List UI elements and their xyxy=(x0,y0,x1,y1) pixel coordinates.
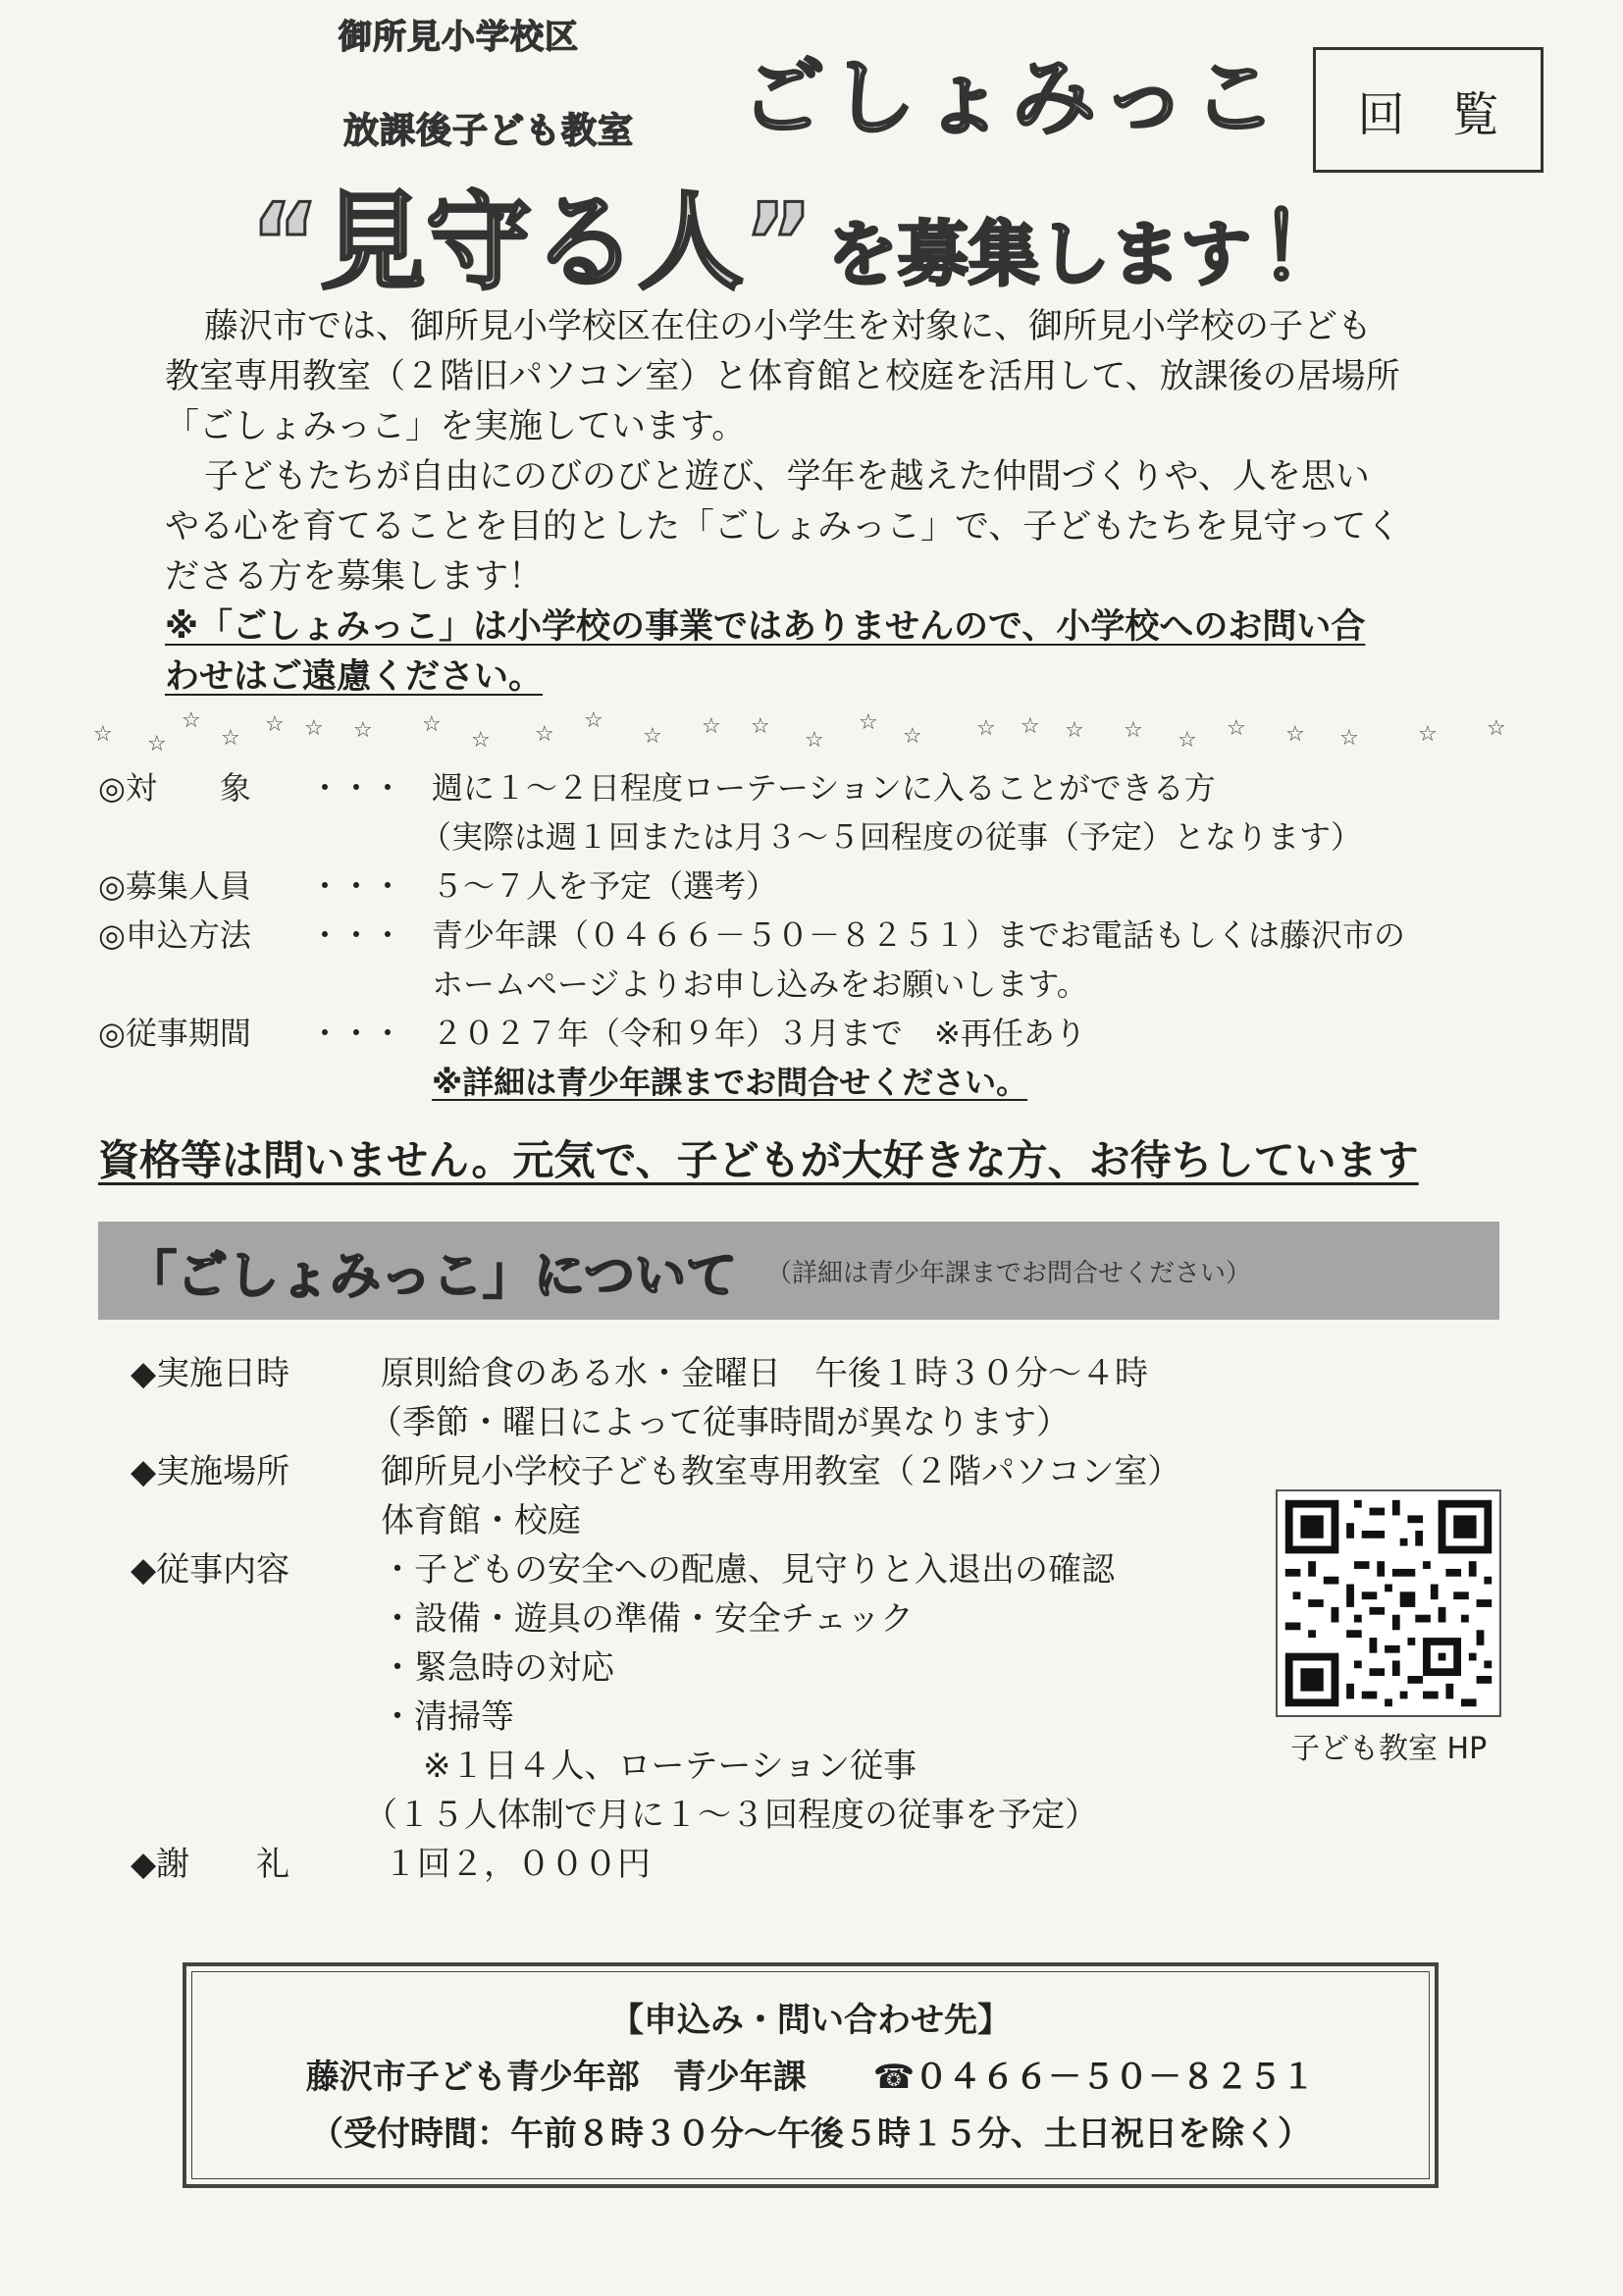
headline xyxy=(250,157,1349,309)
star-icon: ☆ xyxy=(805,728,824,753)
star-icon: ☆ xyxy=(1124,718,1143,743)
qr-caption: 子ども教室 HP xyxy=(1290,1732,1488,1766)
star-icon: ☆ xyxy=(422,712,442,737)
star-icon: ☆ xyxy=(1487,716,1506,741)
intro-line: 教室専用教室（２階旧パソコン室）と体育館と校庭を活用して、放課後の居場所 xyxy=(165,357,1400,396)
star-icon: ☆ xyxy=(304,716,324,741)
qr-code-graphic xyxy=(1278,1491,1499,1715)
star-icon: ☆ xyxy=(903,724,922,749)
intro-line: 藤沢市では、御所見小学校区在住の小学生を対象に、御所見小学校の子ども xyxy=(204,307,1373,346)
star-icon: ☆ xyxy=(1418,722,1438,747)
contact-org: 藤沢市子ども青少年部 青少年課 ☎０４６６－５０－８２５１ xyxy=(305,2058,1316,2097)
intro-line: 子どもたちが自由にのびのびと遊び、学年を越えた仲間づくりや、人を思い xyxy=(204,457,1370,496)
contact-inner xyxy=(191,1971,1430,2179)
star-icon: ☆ xyxy=(265,712,285,737)
star-icon: ☆ xyxy=(471,728,491,753)
star-icon: ☆ xyxy=(353,718,373,743)
about-title: 「ごしょみっこ」について xyxy=(126,1246,737,1306)
qr-code[interactable] xyxy=(1276,1489,1501,1717)
warning-line: ※「ごしょみっこ」は小学校の事業ではありませんので、小学校へのお問い合 xyxy=(165,607,1366,647)
star-divider xyxy=(93,708,1516,757)
brand-title: ごしょみっこ xyxy=(741,49,1283,147)
intro-line: 「ごしょみっこ」を実施しています。 xyxy=(165,407,747,446)
star-icon: ☆ xyxy=(147,732,167,757)
contact-title: 【申込み・問い合わせ先】 xyxy=(610,2001,1011,2040)
star-icon: ☆ xyxy=(1021,714,1040,739)
star-icon: ☆ xyxy=(93,722,113,747)
warning-line: わせはご遠慮ください。 xyxy=(165,657,544,697)
star-icon: ☆ xyxy=(702,714,721,739)
star-icon: ☆ xyxy=(221,726,240,751)
program-subtitle: 放課後子ども教室 xyxy=(343,111,635,151)
star-icon: ☆ xyxy=(182,708,201,733)
star-icon: ☆ xyxy=(1227,716,1246,741)
star-icon: ☆ xyxy=(1285,722,1305,747)
intro-line: やる心を育てることを目的とした「ごしょみっこ」で、子どもたちを見守ってく xyxy=(165,507,1401,547)
district-label: 御所見小学校区 xyxy=(339,18,579,57)
about-note: （詳細は青少年課までお問合せください） xyxy=(765,1258,1251,1288)
star-icon: ☆ xyxy=(751,714,770,739)
circulation-box: 回覧 xyxy=(1313,47,1544,173)
welcome-message: 資格等は問いません。元気で、子どもが大好きな方、お待ちしています xyxy=(98,1136,1419,1184)
headline-sub: を募集します xyxy=(826,213,1251,295)
star-icon: ☆ xyxy=(976,716,996,741)
star-icon: ☆ xyxy=(643,724,662,749)
star-icon: ☆ xyxy=(1065,718,1084,743)
about-banner xyxy=(98,1222,1499,1320)
star-icon: ☆ xyxy=(535,722,554,747)
contact-box xyxy=(183,1962,1439,2188)
star-icon: ☆ xyxy=(1178,728,1197,753)
star-icon: ☆ xyxy=(584,708,603,733)
intro-line: ださる方を募集します！ xyxy=(165,557,544,597)
star-icon: ☆ xyxy=(1339,726,1359,751)
headline-exclamation: ！ xyxy=(1258,195,1349,300)
headline-main: “見守る人” xyxy=(250,182,813,304)
star-icon: ☆ xyxy=(859,710,878,735)
contact-hours: （受付時間：午前８時３０分～午後５時１５分、土日祝日を除く） xyxy=(310,2114,1311,2154)
intro-text xyxy=(165,302,1440,703)
